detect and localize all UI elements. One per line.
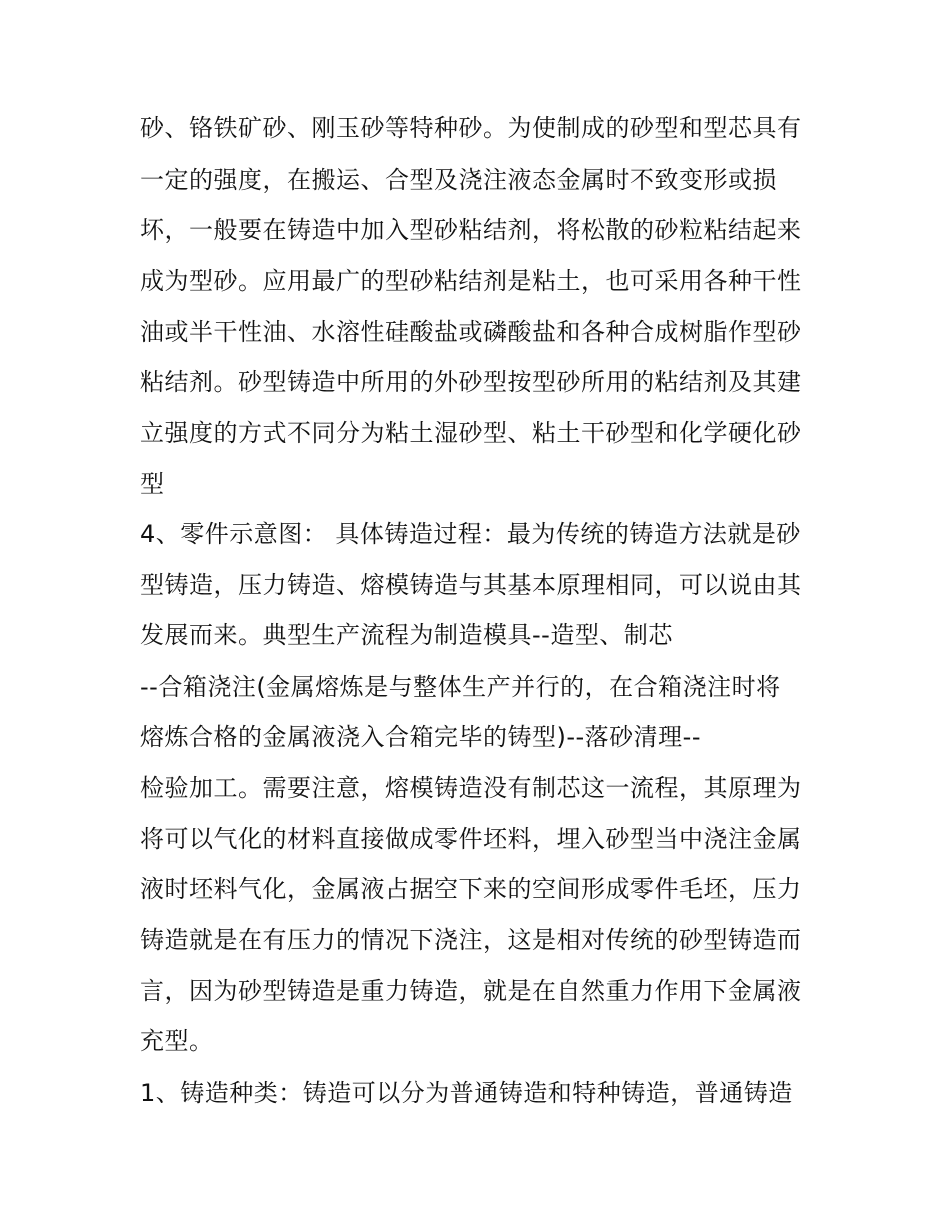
text-line: 将可以气化的材料直接做成零件坯料，埋入砂型当中浇注金属 — [140, 825, 802, 853]
text-line: 粘结剂。砂型铸造中所用的外砂型按型砂所用的粘结剂及其建 — [140, 368, 802, 396]
text-line: 铸造就是在有压力的情况下浇注，这是相对传统的砂型铸造而 — [140, 926, 802, 954]
text-line: 一定的强度，在搬运、合型及浇注液态金属时不致变形或损 — [140, 166, 777, 194]
text-line: 发展而来。典型生产流程为制造模具--造型、制芯 — [140, 621, 673, 649]
text-line: 液时坯料气化，金属液占据空下来的空间形成零件毛坯，压力 — [140, 875, 802, 903]
text-line: 油或半干性油、水溶性硅酸盐或磷酸盐和各种合成树脂作型砂 — [140, 318, 802, 346]
text-line: 检验加工。需要注意，熔模铸造没有制芯这一流程，其原理为 — [140, 774, 802, 802]
text-line: 充型。 — [140, 1027, 214, 1055]
text-line: 型铸造，压力铸造、熔模铸造与其基本原理相同，可以说由其 — [140, 571, 802, 599]
text-line: 1、铸造种类：铸造可以分为普通铸造和特种铸造，普通铸造 — [140, 1079, 793, 1107]
text-line: 砂、铬铁矿砂、刚玉砂等特种砂。为使制成的砂型和型芯具有 — [140, 114, 802, 142]
text-line: 坏，一般要在铸造中加入型砂粘结剂，将松散的砂粒粘结起来 — [140, 216, 802, 244]
text-line: 成为型砂。应用最广的型砂粘结剂是粘土，也可采用各种干性 — [140, 267, 802, 295]
text-line: 言，因为砂型铸造是重力铸造，就是在自然重力作用下金属液 — [140, 977, 802, 1005]
text-line: --合箱浇注(金属熔炼是与整体生产并行的，在合箱浇注时将 — [140, 673, 781, 701]
text-line: 立强度的方式不同分为粘土湿砂型、粘土干砂型和化学硬化砂 — [140, 419, 802, 447]
text-line: 4、零件示意图： 具体铸造过程：最为传统的铸造方法就是砂 — [140, 520, 801, 548]
text-line: 熔炼合格的金属液浇入合箱完毕的铸型)--落砂清理-- — [140, 723, 702, 751]
text-line: 型 — [140, 470, 165, 498]
